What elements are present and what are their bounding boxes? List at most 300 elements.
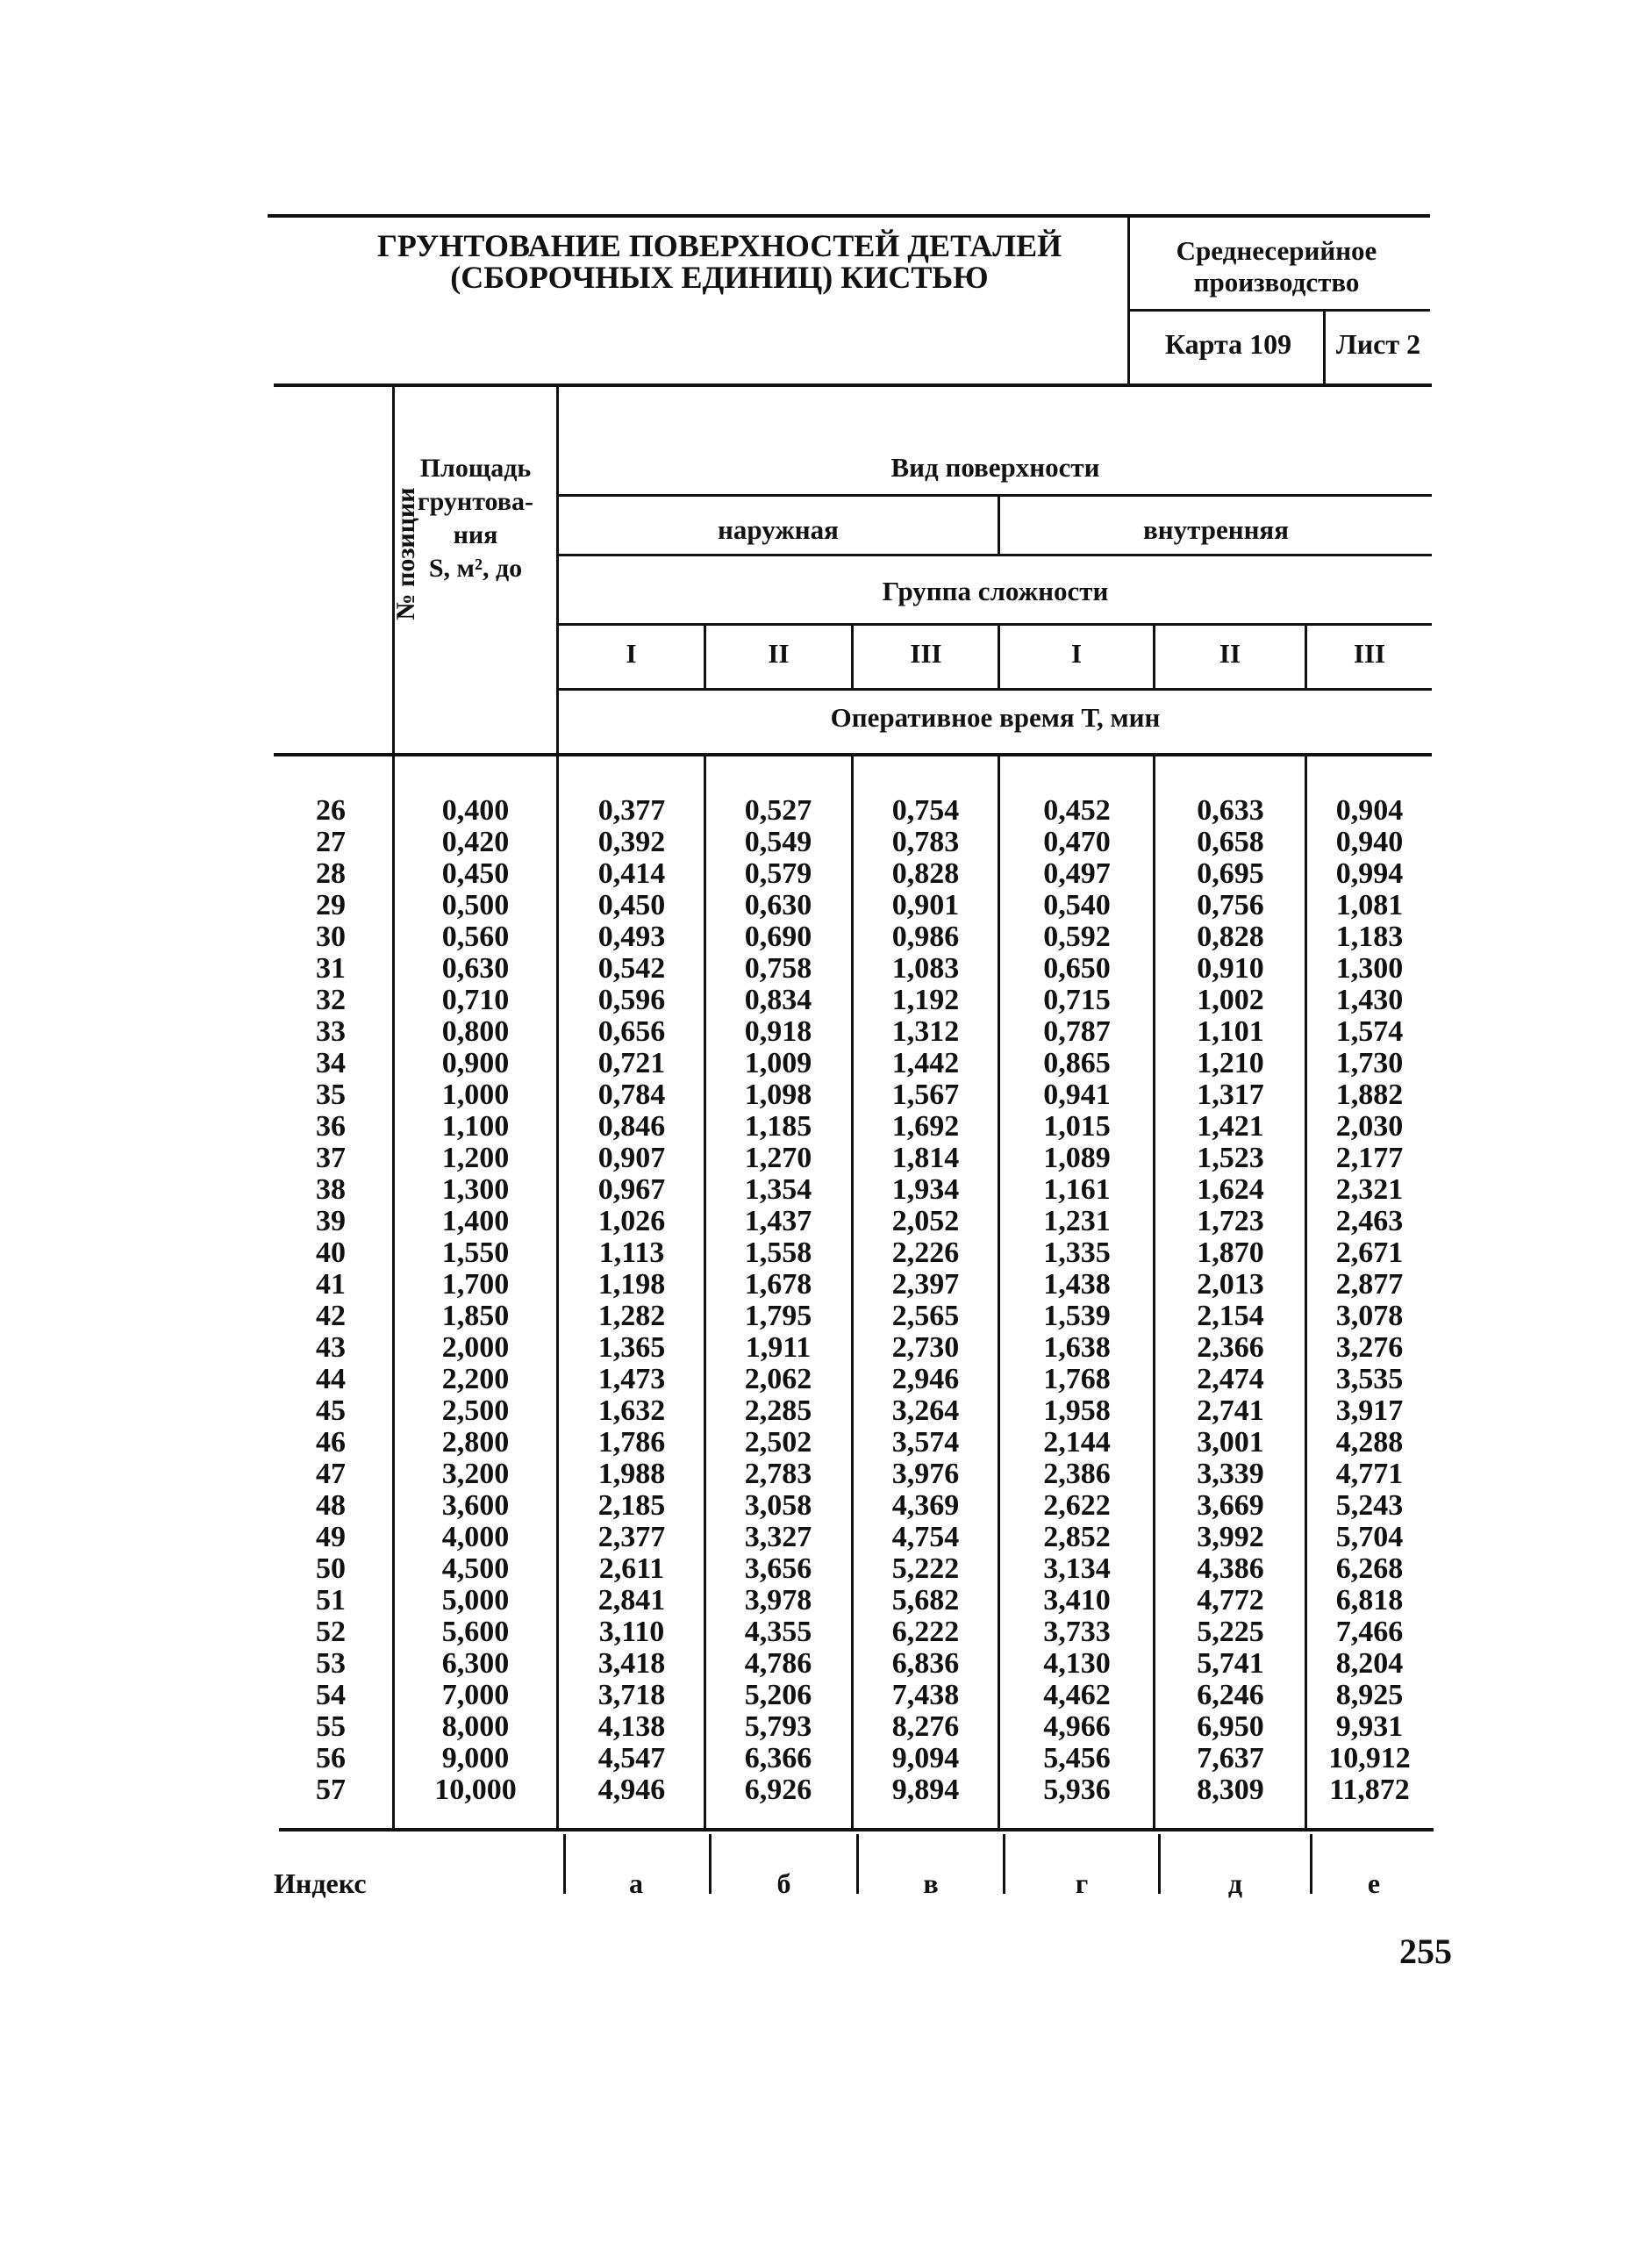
table-cell: 2,052 [891,1205,960,1237]
table-cell: 2,377 [597,1521,666,1553]
table-cell: 6,246 [1197,1679,1264,1711]
table-cell: 0,633 [1197,794,1264,827]
table-cell: 10,000 [434,1774,517,1806]
table-cell: 33 [316,1015,346,1048]
table-cell: 36 [316,1110,346,1143]
table-cell: 0,527 [744,794,812,827]
table-cell: 0,904 [1335,794,1404,827]
table-cell: 1,210 [1197,1047,1264,1079]
table-cell: 2,030 [1335,1110,1404,1143]
table-cell: 3,733 [1043,1616,1111,1648]
operative-time-header: Оперативное время Т, мин [830,702,1161,733]
table-cell: 4,369 [891,1489,960,1522]
table-cell: 0,658 [1197,826,1264,858]
table-cell: 3,058 [744,1489,812,1522]
table-cell: 5,456 [1043,1742,1111,1774]
table-cell: 1,723 [1197,1205,1264,1237]
data-col-divider [851,755,854,1830]
table-cell: 4,754 [891,1521,960,1553]
table-cell: 1,100 [441,1110,510,1143]
table-cell: 1,083 [891,952,960,985]
table-cell: 1,795 [744,1300,812,1332]
table-cell: 1,882 [1335,1079,1404,1111]
table-cell: 48 [316,1489,346,1522]
table-cell: 5,936 [1043,1774,1111,1806]
table-cell: 0,579 [744,857,812,890]
table-cell: 32 [316,984,346,1016]
card-number: Карта 109 [1164,328,1292,360]
table-cell: 6,268 [1335,1552,1404,1585]
table-cell: 2,062 [744,1363,812,1395]
table-cell: 4,786 [744,1647,812,1680]
table-cell: 3,574 [891,1426,960,1459]
table-cell: 1,988 [597,1458,666,1490]
table-cell: 43 [316,1331,346,1364]
table-cell: 37 [316,1142,346,1174]
table-cell: 1,335 [1043,1237,1111,1269]
table-cell: 6,366 [744,1742,812,1774]
table-cell: 39 [316,1205,346,1237]
table-cell: 3,200 [441,1458,510,1490]
table-cell: 1,692 [891,1110,960,1143]
group-divider [704,623,706,690]
table-cell: 0,695 [1197,857,1264,890]
table-cell: 2,474 [1197,1363,1264,1395]
table-cell: 31 [316,952,346,985]
table-cell: 0,986 [891,921,960,953]
table-cell: 0,592 [1043,921,1111,953]
table-cell: 6,818 [1335,1584,1404,1616]
group-header: II [1219,638,1241,669]
table-cell: 1,300 [441,1173,510,1206]
table-cell: 3,656 [744,1552,812,1585]
table-cell: 1,015 [1043,1110,1111,1143]
sheet-number: Лист 2 [1335,328,1421,360]
table-cell: 0,834 [744,984,812,1016]
table-cell: 3,276 [1335,1331,1404,1364]
table-cell: 3,669 [1197,1489,1264,1522]
table-cell: 4,000 [441,1521,510,1553]
table-cell: 7,637 [1197,1742,1264,1774]
table-cell: 3,992 [1197,1521,1264,1553]
table-cell: 1,231 [1043,1205,1111,1237]
table-cell: 1,317 [1197,1079,1264,1111]
table-cell: 27 [316,826,346,858]
data-col-divider [998,755,1000,1830]
table-cell: 4,462 [1043,1679,1111,1711]
table-cell: 1,113 [598,1237,665,1269]
table-cell: 3,418 [597,1647,666,1680]
table-cell: 8,000 [441,1710,510,1743]
table-cell: 3,976 [891,1458,960,1490]
table-cell: 4,288 [1335,1426,1404,1459]
table-cell: 1,574 [1335,1015,1404,1048]
table-cell: 1,624 [1197,1173,1264,1206]
table-cell: 0,865 [1043,1047,1111,1079]
table-cell: 2,946 [891,1363,960,1395]
table-cell: 8,204 [1335,1647,1404,1680]
table-cell: 1,678 [744,1268,812,1301]
table-cell: 4,130 [1043,1647,1111,1680]
table-cell: 1,026 [597,1205,666,1237]
table-cell: 1,539 [1043,1300,1111,1332]
table-cell: 5,704 [1335,1521,1404,1553]
rule-groups [559,688,1432,691]
table-cell: 1,365 [597,1331,666,1364]
table-cell: 3,327 [744,1521,812,1553]
index-g: г [1075,1867,1089,1899]
data-col-divider [704,755,706,1830]
table-cell: 1,161 [1043,1173,1111,1206]
table-cell: 1,632 [597,1394,666,1427]
table-cell: 0,377 [597,794,666,827]
table-cell: 0,918 [744,1015,812,1048]
table-cell: 1,192 [891,984,960,1016]
table-cell: 2,185 [597,1489,666,1522]
group-header: III [910,638,942,669]
group-header: II [768,638,790,669]
table-cell: 57 [316,1774,346,1806]
table-cell: 2,463 [1335,1205,1404,1237]
table-cell: 2,226 [891,1237,960,1269]
column-d [1158,795,1303,1806]
table-cell: 0,846 [597,1110,666,1143]
index-b: б [776,1867,791,1899]
table-cell: 38 [316,1173,346,1206]
index-a: а [629,1867,643,1899]
table-cell: 1,009 [744,1047,812,1079]
table-cell: 2,177 [1335,1142,1404,1174]
table-cell: 45 [316,1394,346,1427]
table-cell: 0,650 [1043,952,1111,985]
table-cell: 3,134 [1043,1552,1111,1585]
table-cell: 1,002 [1197,984,1264,1016]
table-cell: 0,715 [1043,984,1111,1016]
table-cell: 1,786 [597,1426,666,1459]
table-cell: 5,741 [1197,1647,1264,1680]
table-cell: 1,300 [1335,952,1404,985]
table-cell: 0,500 [441,889,510,921]
table-cell: 3,001 [1197,1426,1264,1459]
positions-column [282,795,379,1806]
surface-type-header: Вид поверхности [890,452,1100,483]
table-cell: 0,400 [441,794,510,827]
table-cell: 5,222 [891,1552,960,1585]
table-cell: 2,852 [1043,1521,1111,1553]
table-cell: 0,901 [891,889,960,921]
table-cell: 4,355 [744,1616,812,1648]
table-cell: 6,926 [744,1774,812,1806]
table-cell: 8,925 [1335,1679,1404,1711]
table-cell: 0,754 [891,794,960,827]
table-cell: 0,994 [1335,857,1404,890]
table-cell: 1,098 [744,1079,812,1111]
table-cell: 0,540 [1043,889,1111,921]
table-cell: 4,547 [597,1742,666,1774]
table-cell: 2,741 [1197,1394,1264,1427]
table-cell: 2,200 [441,1363,510,1395]
table-cell: 1,438 [1043,1268,1111,1301]
table-cell: 1,101 [1197,1015,1264,1048]
table-cell: 0,690 [744,921,812,953]
table-cell: 2,000 [441,1331,510,1364]
table-cell: 1,200 [441,1142,510,1174]
table-cell: 0,910 [1197,952,1264,985]
group-divider [1305,623,1307,690]
card-divider [1323,309,1326,386]
table-cell: 44 [316,1363,346,1395]
table-cell: 0,900 [441,1047,510,1079]
table-cell: 2,565 [891,1300,960,1332]
area-header: Площадь грунтова- ния S, м², до [418,454,533,583]
table-cell: 54 [316,1679,346,1711]
production-rule [1127,309,1430,312]
table-cell: 3,264 [891,1394,960,1427]
index-d: д [1227,1867,1243,1899]
table-cell: 1,270 [744,1142,812,1174]
table-cell: 30 [316,921,346,953]
table-cell: 1,934 [891,1173,960,1206]
title-line-1: ГРУНТОВАНИЕ ПОВЕРХНОСТЕЙ ДЕТАЛЕЙ [377,228,1062,263]
table-cell: 2,730 [891,1331,960,1364]
table-cell: 4,500 [441,1552,510,1585]
column-a [561,795,702,1806]
table-cell: 2,366 [1197,1331,1264,1364]
table-cell: 1,911 [745,1331,812,1364]
table-cell: 0,450 [441,857,510,890]
table-cell: 4,946 [597,1774,666,1806]
table-cell: 3,535 [1335,1363,1404,1395]
table-cell: 4,772 [1197,1584,1264,1616]
table-cell: 1,089 [1043,1142,1111,1174]
table-top-rule [274,384,1432,387]
table-cell: 5,000 [441,1584,510,1616]
group-header: I [1070,638,1083,669]
table-cell: 2,397 [891,1268,960,1301]
table-cell: 1,638 [1043,1331,1111,1364]
table-cell: 4,386 [1197,1552,1264,1585]
table-cell: 1,550 [441,1237,510,1269]
table-cell: 26 [316,794,346,827]
table-cell: 0,493 [597,921,666,953]
table-cell: 6,950 [1197,1710,1264,1743]
table-cell: 1,958 [1043,1394,1111,1427]
page-number: 255 [1399,1932,1452,1971]
table-cell: 2,154 [1197,1300,1264,1332]
table-cell: 3,339 [1197,1458,1264,1490]
table-cell: 3,078 [1335,1300,1404,1332]
position-no-header: № позиции [391,487,420,620]
index-label: Индекс [274,1867,367,1899]
table-cell: 7,000 [441,1679,510,1711]
table-cell: 47 [316,1458,346,1490]
table-cell: 3,718 [597,1679,666,1711]
column-v [855,795,996,1806]
table-cell: 0,784 [597,1079,666,1111]
table-cell: 3,600 [441,1489,510,1522]
table-cell: 42 [316,1300,346,1332]
table-cell: 2,144 [1043,1426,1111,1459]
rule-outer-inner [559,554,1432,556]
complexity-header: Группа сложности [882,576,1109,606]
group-header: III [1353,638,1386,669]
table-cell: 6,836 [891,1647,960,1680]
table-cell: 1,282 [597,1300,666,1332]
table-cell: 6,300 [441,1647,510,1680]
table-cell: 1,000 [441,1079,510,1111]
table-cell: 0,756 [1197,889,1264,921]
table-cell: 5,600 [441,1616,510,1648]
table-cell: 1,700 [441,1268,510,1301]
index-v: в [923,1867,939,1899]
table-cell: 5,243 [1335,1489,1404,1522]
table-cell: 51 [316,1584,346,1616]
table-cell: 11,872 [1329,1774,1410,1806]
area-column [397,795,554,1806]
table-cell: 0,420 [441,826,510,858]
table-cell: 2,622 [1043,1489,1111,1522]
table-cell: 28 [316,857,346,890]
table-cell: 0,630 [744,889,812,921]
group-divider [851,623,854,690]
table-cell: 1,437 [744,1205,812,1237]
rule-surface [559,494,1432,497]
table-cell: 53 [316,1647,346,1680]
table-cell: 0,710 [441,984,510,1016]
inner-header: внутренняя [1143,514,1289,545]
table-cell: 8,309 [1197,1774,1264,1806]
outer-header: наружная [718,514,839,545]
table-cell: 0,452 [1043,794,1111,827]
column-e [1309,795,1430,1806]
table-cell: 2,321 [1335,1173,1404,1206]
table-cell: 2,877 [1335,1268,1404,1301]
table-cell: 0,800 [441,1015,510,1048]
table-cell: 10,912 [1328,1742,1411,1774]
table-cell: 0,907 [597,1142,666,1174]
table-cell: 50 [316,1552,346,1585]
title-line-2: (СБОРОЧНЫХ ЕДИНИЦ) КИСТЬЮ [450,260,989,295]
data-col-divider [1305,755,1307,1830]
table-cell: 0,828 [1197,921,1264,953]
table-cell: 9,894 [891,1774,960,1806]
column-b [708,795,848,1806]
table-cell: 1,312 [891,1015,960,1048]
table-cell: 6,222 [891,1616,960,1648]
index-e: е [1367,1867,1381,1899]
table-cell: 55 [316,1710,346,1743]
table-cell: 1,400 [441,1205,510,1237]
document-title [377,230,1062,293]
table-cell: 1,081 [1335,889,1404,921]
table-cell: 2,285 [744,1394,812,1427]
table-cell: 1,567 [891,1079,960,1111]
table-cell: 1,730 [1335,1047,1404,1079]
table-cell: 5,225 [1197,1616,1264,1648]
table-cell: 1,354 [744,1173,812,1206]
table-cell: 0,414 [597,857,666,890]
group-divider [998,623,1000,690]
table-cell: 34 [316,1047,346,1079]
table-cell: 1,421 [1197,1110,1264,1143]
table-cell: 1,558 [744,1237,812,1269]
table-cell: 1,183 [1335,921,1404,953]
table-cell: 2,502 [744,1426,812,1459]
table-bottom-rule [279,1828,1434,1831]
table-cell: 41 [316,1268,346,1301]
table-cell: 52 [316,1616,346,1648]
table-cell: 1,870 [1197,1237,1264,1269]
table-cell: 3,410 [1043,1584,1111,1616]
table-cell: 1,768 [1043,1363,1111,1395]
table-cell: 3,110 [598,1616,665,1648]
table-cell: 0,596 [597,984,666,1016]
top-rule [268,214,1430,218]
table-cell: 9,094 [891,1742,960,1774]
table-cell: 2,783 [744,1458,812,1490]
table-cell: 0,497 [1043,857,1111,890]
table-cell: 9,931 [1335,1710,1404,1743]
table-cell: 4,138 [597,1710,666,1743]
group-divider [1153,623,1155,690]
table-cell: 35 [316,1079,346,1111]
table-cell: 1,850 [441,1300,510,1332]
table-cell: 4,771 [1335,1458,1404,1490]
table-cell: 29 [316,889,346,921]
table-cell: 5,206 [744,1679,812,1711]
table-cell: 0,450 [597,889,666,921]
table-cell: 46 [316,1426,346,1459]
table-cell: 56 [316,1742,346,1774]
table-cell: 0,787 [1043,1015,1111,1048]
table-cell: 3,978 [744,1584,812,1616]
table-cell: 2,671 [1335,1237,1404,1269]
table-cell: 0,630 [441,952,510,985]
table-cell: 0,721 [597,1047,666,1079]
data-col-divider [1153,755,1155,1830]
table-cell: 1,473 [597,1363,666,1395]
table-cell: 1,198 [597,1268,666,1301]
table-cell: 7,466 [1335,1616,1404,1648]
table-cell: 1,523 [1197,1142,1264,1174]
table-cell: 0,940 [1335,826,1404,858]
table-cell: 2,800 [441,1426,510,1459]
header-divider [1127,214,1130,386]
table-cell: 2,611 [598,1552,665,1585]
table-cell: 0,542 [597,952,666,985]
table-cell: 8,276 [891,1710,960,1743]
table-cell: 0,392 [597,826,666,858]
production-type: Среднесерийное производство [1176,235,1377,297]
table-cell: 0,783 [891,826,960,858]
table-cell: 0,549 [744,826,812,858]
table-cell: 49 [316,1521,346,1553]
table-cell: 0,560 [441,921,510,953]
table-cell: 9,000 [441,1742,510,1774]
table-cell: 2,386 [1043,1458,1111,1490]
table-cell: 0,758 [744,952,812,985]
table-cell: 4,966 [1043,1710,1111,1743]
table-cell: 0,941 [1043,1079,1111,1111]
table-cell: 5,682 [891,1584,960,1616]
column-g [1005,795,1149,1806]
table-cell: 2,013 [1197,1268,1264,1301]
table-cell: 40 [316,1237,346,1269]
table-cell: 0,470 [1043,826,1111,858]
table-cell: 2,500 [441,1394,510,1427]
rule-complexity [559,623,1432,626]
table-cell: 0,656 [597,1015,666,1048]
